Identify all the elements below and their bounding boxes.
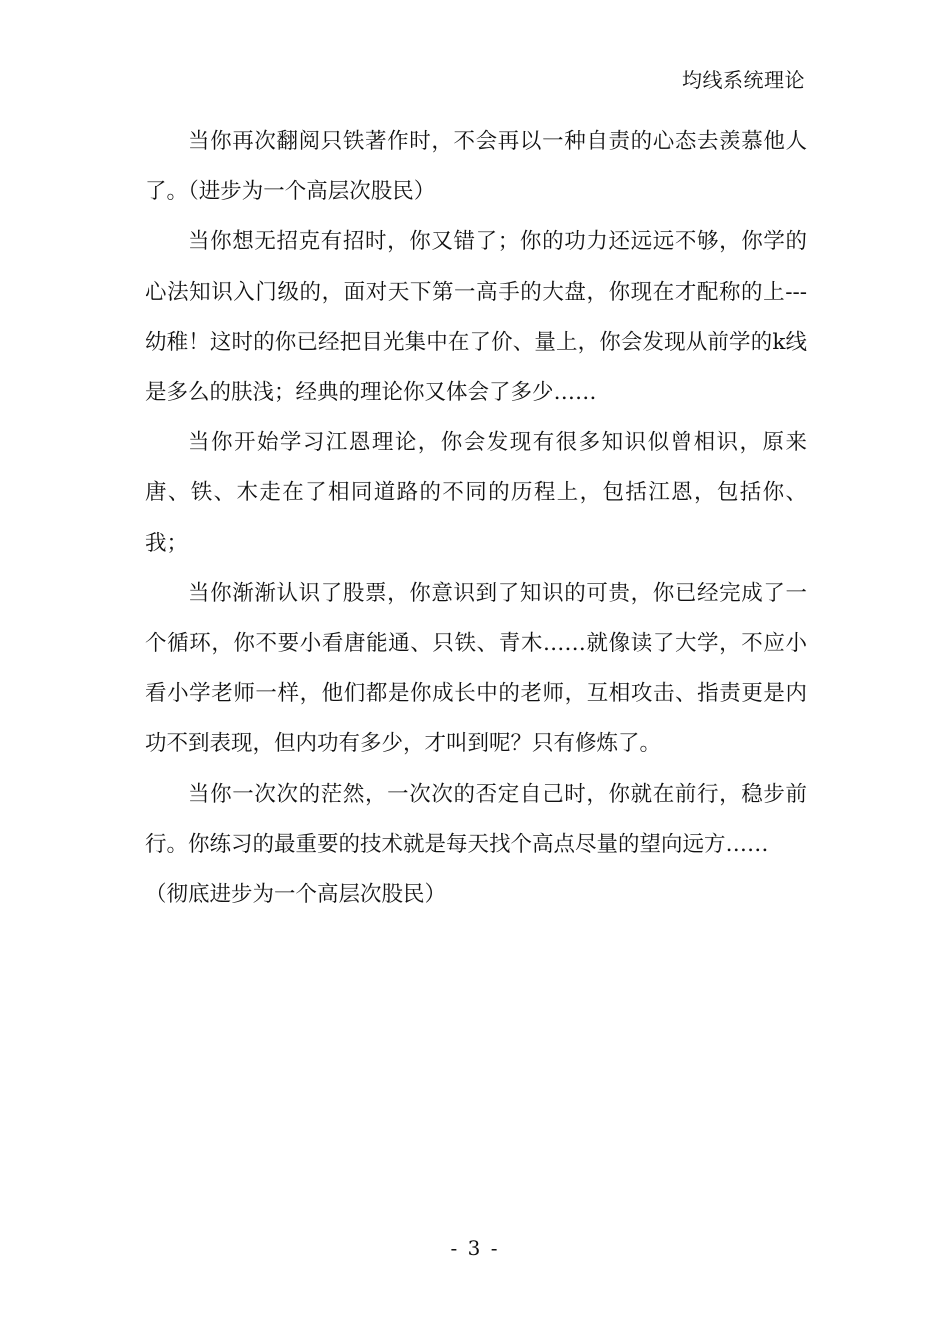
- paragraph: 当你一次次的茫然，一次次的否定自己时，你就在前行，稳步前行。你练习的最重要的技术就是每天找个高点尽量的望向远方……: [145, 781, 807, 857]
- body-text: [145, 117, 807, 920]
- page-number: - 3 -: [450, 1236, 500, 1260]
- paragraph: 当你再次翻阅只铁著作时，不会再以一种自责的心态去羡慕他人了。（进步为一个高层次股民）: [145, 129, 807, 205]
- paragraph: 当你想无招克有招时，你又错了；你的功力还远远不够，你学的心法知识入门级的，面对天下第一高手的大盘，你现在才配称的上---幼稚！这时的你已经把目光集中在了价、量上，你会发现从前学的k线是多么的肤浅；经典的理论你又体会了多少……: [145, 229, 807, 406]
- paragraph: 当你开始学习江恩理论，你会发现有很多知识似曾相识，原来唐、铁、木走在了相同道路的不同的历程上，包括江恩，包括你、我；: [145, 430, 807, 556]
- paragraph: 当你渐渐认识了股票，你意识到了知识的可贵，你已经完成了一个循环，你不要小看唐能通、只铁、青木……就像读了大学，不应小看小学老师一样，他们都是你成长中的老师，互相攻击、指责更是内功不到表现，但内功有多少，才叫到呢？只有修炼了。: [145, 580, 807, 757]
- running-header: 均线系统理论: [682, 68, 805, 92]
- closing-note: （彻底进步为一个高层次股民）: [145, 882, 447, 908]
